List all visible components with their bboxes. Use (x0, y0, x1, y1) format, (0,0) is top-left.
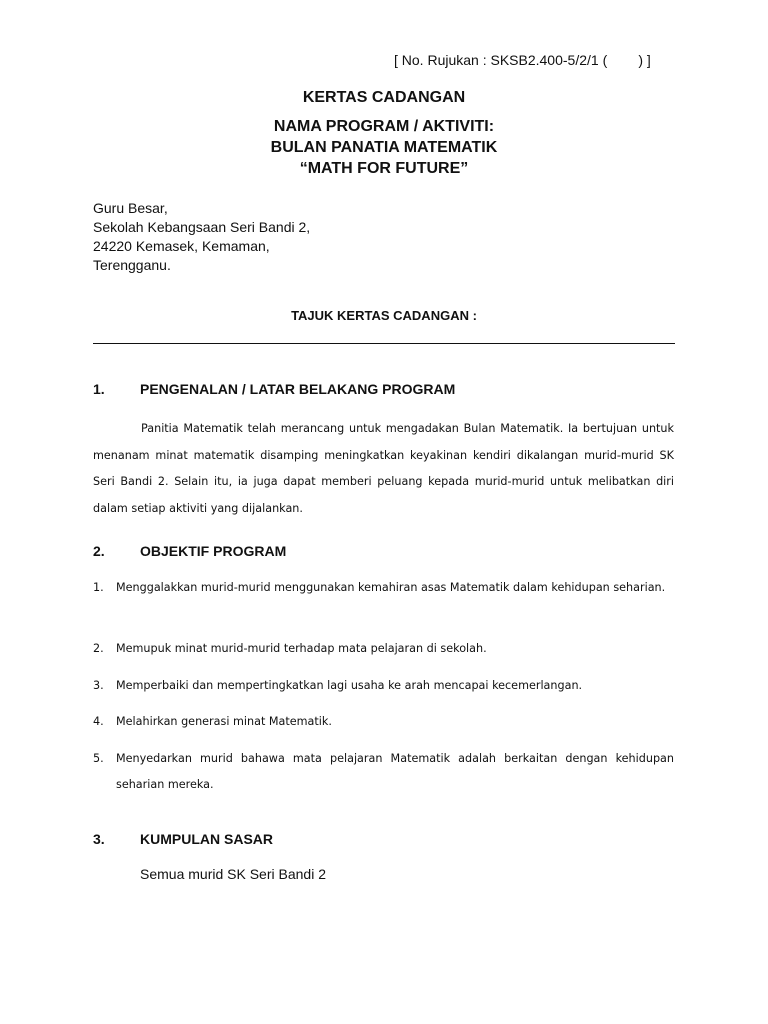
title-underline (93, 343, 675, 344)
introduction-paragraph: Panitia Matematik telah merancang untuk mengadakan Bulan Matematik. Ia bertujuan untuk menanam minat matematik disamping meningkatkan keyakinan kendiri dikalangan murid-murid SK Seri Bandi 2. Selain itu, ia juga dapat memberi peluang kepada murid-murid untuk melibatkan diri dalam setiap aktiviti yang dijalankan. (93, 422, 674, 515)
proposal-title-label: TAJUK KERTAS CADANGAN : (291, 308, 477, 323)
objective-number: 2. (93, 642, 104, 655)
objective-text: Menyedarkan murid bahawa mata pelajaran Matematik adalah berkaitan dengan kehidupan seharian mereka. (116, 752, 674, 791)
objective-item (93, 636, 674, 662)
objective-text: Melahirkan generasi minat Matematik. (116, 715, 332, 728)
objective-item (93, 746, 674, 798)
recipient-address (93, 199, 310, 275)
objective-item (93, 673, 674, 699)
section-title: KUMPULAN SASAR (140, 831, 273, 847)
document-title: KERTAS CADANGAN (302, 89, 466, 106)
section-title: OBJEKTIF PROGRAM (140, 543, 287, 559)
objective-item (93, 575, 674, 601)
section-heading-introduction (93, 381, 455, 397)
section-number: 2. (93, 543, 105, 559)
section-title: PENGENALAN / LATAR BELAKANG PROGRAM (140, 381, 456, 397)
address-line: Terengganu. (93, 257, 171, 273)
target-group-text: Semua murid SK Seri Bandi 2 (140, 866, 326, 882)
objective-number: 5. (93, 752, 104, 765)
objective-number: 4. (93, 715, 104, 728)
objective-number: 3. (93, 679, 104, 692)
section-heading-target-group (93, 831, 273, 847)
program-name-label: NAMA PROGRAM / AKTIVITI: (273, 118, 495, 135)
objective-text: Memperbaiki dan mempertingkatkan lagi usaha ke arah mencapai kecemerlangan. (116, 679, 583, 692)
section-number: 3. (93, 831, 105, 847)
address-line: Guru Besar, (93, 200, 168, 216)
reference-number: [ No. Rujukan : SKSB2.400-5/2/1 ( ) ] (394, 52, 651, 68)
section-number: 1. (93, 381, 105, 397)
section-heading-objectives (93, 543, 286, 559)
objective-text: Menggalakkan murid-murid menggunakan kemahiran asas Matematik dalam kehidupan seharian. (116, 581, 666, 594)
objective-number: 1. (93, 581, 104, 594)
program-name: BULAN PANATIA MATEMATIK (270, 139, 498, 156)
program-slogan: “MATH FOR FUTURE” (299, 160, 469, 177)
objective-item (93, 709, 674, 735)
address-line: Sekolah Kebangsaan Seri Bandi 2, (93, 219, 311, 235)
objective-text: Memupuk minat murid-murid terhadap mata pelajaran di sekolah. (116, 642, 487, 655)
address-line: 24220 Kemasek, Kemaman, (93, 238, 270, 254)
